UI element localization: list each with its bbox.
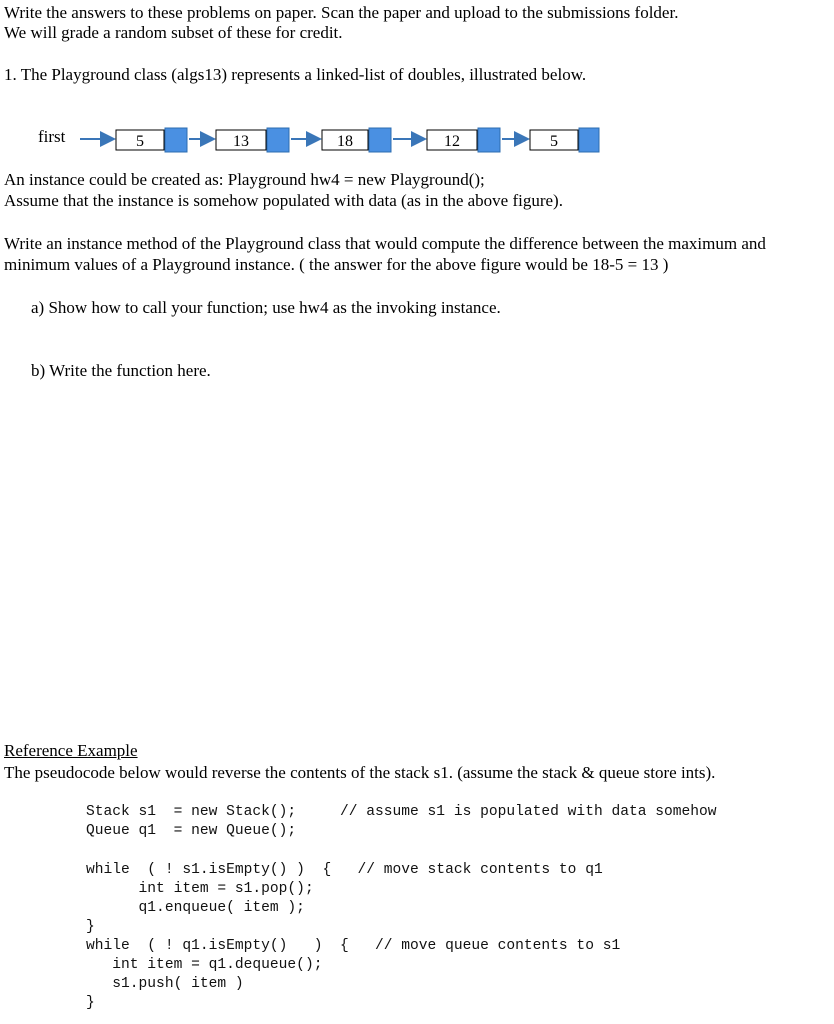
code-line: } [86, 995, 95, 1011]
code-line: q1.enqueue( item ); [86, 900, 305, 916]
assume-line: Assume that the instance is somehow populated with data (as in the above figure). [4, 191, 563, 210]
list-node [216, 128, 289, 152]
code-line: int item = s1.pop(); [86, 881, 314, 897]
task-line-1: Write an instance method of the Playground class that would compute the difference between the maximum and [4, 234, 766, 253]
node-value: 5 [550, 133, 558, 150]
instructions-line-1: Write the answers to these problems on paper. Scan the paper and upload to the submissions folder. [4, 3, 679, 22]
list-node [427, 128, 500, 152]
creation-line: An instance could be created as: Playground hw4 = new Playground(); [4, 170, 485, 189]
node-next-pointer [369, 128, 391, 152]
code-line: } [86, 919, 95, 935]
code-line: s1.push( item ) [86, 976, 244, 992]
node-next-pointer [267, 128, 289, 152]
node-value: 18 [337, 133, 353, 150]
node-next-pointer [165, 128, 187, 152]
node-next-pointer [579, 128, 599, 152]
node-value: 13 [233, 133, 249, 150]
instructions-line-2: We will grade a random subset of these for credit. [4, 23, 343, 42]
reference-description: The pseudocode below would reverse the contents of the stack s1. (assume the stack & queue store ints). [4, 763, 716, 782]
code-line: while ( ! s1.isEmpty() ) { // move stack contents to q1 [86, 862, 603, 878]
part-b: b) Write the function here. [31, 361, 211, 380]
code-line: while ( ! q1.isEmpty() ) { // move queue contents to s1 [86, 938, 621, 954]
problem-1-heading: 1. The Playground class (algs13) represents a linked-list of doubles, illustrated below. [4, 65, 587, 84]
task-line-2: minimum values of a Playground instance. ( the answer for the above figure would be 18-5 = 13 ) [4, 255, 669, 274]
code-line: int item = q1.dequeue(); [86, 957, 323, 973]
part-a: a) Show how to call your function; use hw4 as the invoking instance. [31, 298, 501, 317]
node-value: 5 [136, 133, 144, 150]
list-node [322, 128, 391, 152]
node-value: 12 [444, 133, 460, 150]
first-pointer-label: first [38, 127, 66, 146]
code-line: Stack s1 = new Stack(); // assume s1 is populated with data somehow [86, 804, 717, 820]
list-node [530, 128, 599, 152]
node-next-pointer [478, 128, 500, 152]
linked-list-figure [0, 118, 834, 158]
list-node [116, 128, 187, 152]
reference-title: Reference Example [4, 741, 138, 760]
code-line: Queue q1 = new Queue(); [86, 823, 297, 839]
